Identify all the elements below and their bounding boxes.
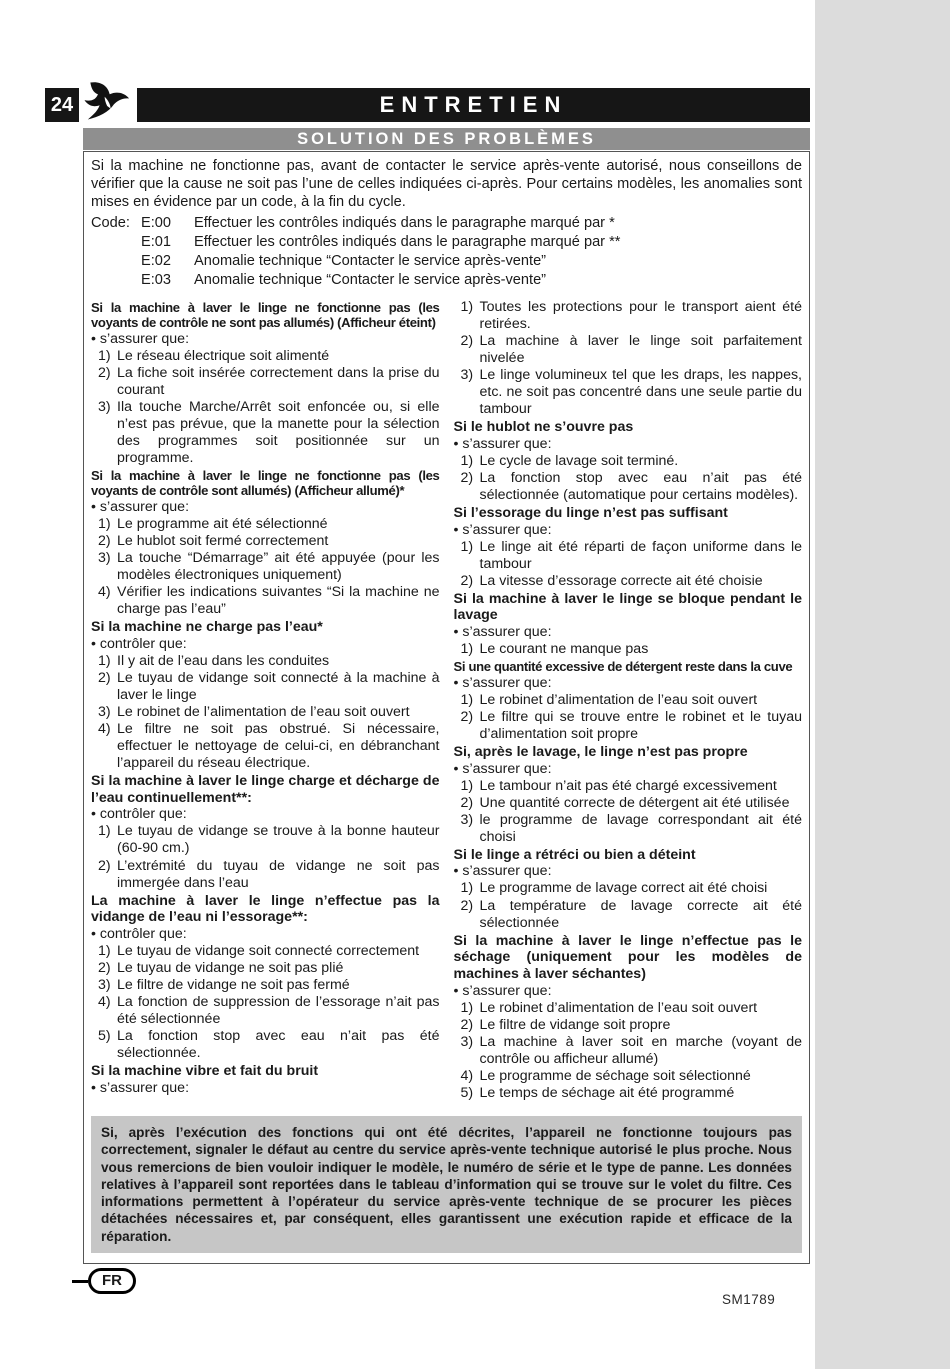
error-code-row: [91, 252, 802, 271]
section-heading: Si la machine à laver le linge charge et décharge de l’eau continuellement**:: [91, 772, 440, 806]
section-lead: • s’assurer que:: [453, 982, 552, 999]
checklist-item: [91, 858, 440, 892]
trouble-section: [91, 300, 440, 467]
item-number: 2): [460, 708, 474, 725]
section-heading: Si le linge a rétréci ou bien a déteint: [453, 846, 696, 863]
code-label: Code:: [91, 214, 130, 231]
checklist-item: [454, 573, 803, 590]
section-heading: Si la machine à laver le linge ne fonctionne pas (les voyants de contrôle ne sont pas allumés) (Afficheur éteint): [91, 299, 440, 331]
checklist-item: [454, 641, 803, 658]
item-number: 2): [98, 960, 111, 977]
item-text: La température de lavage correcte ait été sélectionnée: [479, 897, 802, 931]
item-number: 1): [460, 777, 474, 794]
checklist-item: [91, 670, 440, 704]
brand-logo-box: [79, 80, 137, 126]
error-code: E:03: [141, 272, 172, 289]
checklist-item: [91, 399, 440, 467]
service-note: Si, après l’exécution des fonctions qui ont été décrites, l’appareil ne fonctionne toujours pas correctement, signaler le défaut au centre du service après-vente technique autorisé le plus proche. Nous vous remercions de bien vouloir indiquer le modèle, le numéro de série et le type de panne. Les données relatives à l’appareil sont reportées dans le tableau d’information qui se trouve sur le volet du filtre. Ces informations permettent à l’opérateur du service après-vente technique de se procurer les pièces détachées nécessaires et, par conséquent, elles garantissent une exécution rapide et efficace de la réparation.: [91, 1116, 802, 1253]
left-column: [91, 299, 440, 1102]
checklist-item: [91, 994, 440, 1028]
item-number: 5): [460, 1085, 474, 1102]
section-lead: • s’assurer que:: [91, 498, 190, 515]
trouble-section: [454, 933, 803, 1102]
checklist-item: [454, 453, 803, 470]
scan-gray-strip: [813, 0, 950, 1369]
error-code: E:02: [141, 253, 172, 270]
item-number: 2): [460, 897, 474, 914]
checklist-item: [454, 1085, 803, 1102]
checklist-item: [91, 365, 440, 399]
item-number: 1): [460, 880, 474, 897]
section-heading: Si l’essorage du linge n’est pas suffisant: [453, 504, 728, 521]
item-number: 1): [460, 538, 474, 555]
checklist-item: [91, 960, 440, 977]
checklist-item: [91, 1028, 440, 1062]
checklist-item: [91, 550, 440, 584]
item-text: Il y ait de l’eau dans les conduites: [117, 652, 330, 669]
section-lead: • s’assurer que:: [453, 521, 552, 538]
code-label: [91, 271, 141, 290]
error-code: E:00: [141, 214, 172, 231]
checklist-item: [454, 367, 803, 418]
item-text: Le filtre ne soit pas obstrué. Si nécessaire, effectuer le nettoyage de celui-ci, en débranchant l’appareil du réseau électrique.: [117, 720, 440, 771]
checklist-item: [91, 533, 440, 550]
section-heading: Si une quantité excessive de détergent reste dans la cuve: [453, 659, 793, 675]
trouble-section: [91, 468, 440, 618]
item-number: 3): [460, 811, 474, 828]
document-code: SM1789: [722, 1292, 776, 1307]
section-heading: Si la machine à laver le linge se bloque pendant le lavage: [453, 590, 802, 624]
item-number: 1): [98, 515, 111, 532]
checklist-item: [91, 348, 440, 365]
item-text: Une quantité correcte de détergent ait été utilisée: [479, 794, 790, 811]
error-code: E:01: [141, 233, 172, 250]
content-frame: [83, 151, 810, 1264]
item-text: La vitesse d’essorage correcte ait été choisie: [479, 572, 763, 589]
item-text: Le tuyau de vidange soit connecté correctement: [117, 943, 420, 960]
item-number: 2): [460, 572, 474, 589]
checklist-item: [91, 943, 440, 960]
checklist-item: [454, 1034, 803, 1068]
item-text: La fiche soit insérée correctement dans la prise du courant: [117, 364, 440, 398]
section-heading: Si la machine vibre et fait du bruit: [91, 1063, 319, 1080]
item-text: Le linge volumineux tel que les draps, les nappes, etc. ne soit pas concentré dans une seule partie du tambour: [479, 366, 802, 417]
item-number: 2): [98, 857, 111, 874]
page-title: ENTRETIEN: [137, 88, 810, 122]
item-number: 1): [460, 691, 474, 708]
section-heading: Si le hublot ne s’ouvre pas: [453, 418, 634, 435]
item-text: le programme de lavage correspondant ait été choisi: [479, 811, 802, 845]
right-column: [454, 299, 803, 1102]
item-number: 3): [98, 549, 111, 566]
checklist-item: [454, 539, 803, 573]
item-text: La fonction de suppression de l’essorage n’ait pas été sélectionnée: [117, 994, 440, 1028]
intro-paragraph: Si la machine ne fonctionne pas, avant de contacter le service après-vente autorisé, nous conseillons de vérifier que la cause ne soit pas l’une de celles indiquées ci-après. Pour certains modèles, les anomalies sont mises en évidence par un code, à la fin du cycle.: [91, 158, 802, 211]
section-lead: • s’assurer que:: [453, 674, 552, 691]
section-title: SOLUTION DES PROBLÈMES: [83, 128, 810, 150]
item-number: 1): [98, 823, 111, 840]
item-text: Vérifier les indications suivantes “Si la machine ne charge pas l’eau”: [117, 583, 440, 617]
item-number: 2): [98, 669, 111, 686]
item-number: 1): [460, 298, 474, 315]
item-number: 1): [460, 999, 474, 1016]
checklist-item: [454, 778, 803, 795]
error-code-row: [91, 214, 802, 233]
item-text: Le réseau électrique soit alimenté: [117, 347, 330, 364]
item-number: 2): [98, 532, 111, 549]
error-code-description: Effectuer les contrôles indiqués dans le paragraphe marqué par **: [194, 233, 621, 250]
trouble-section: [454, 591, 803, 659]
item-number: 4): [98, 720, 111, 737]
item-number: 1): [98, 652, 111, 669]
checklist-item: [454, 333, 803, 367]
checklist-item: [454, 1068, 803, 1085]
error-code-list: [91, 214, 802, 291]
trouble-section: [454, 847, 803, 932]
item-number: 3): [98, 977, 111, 994]
page-number: 24: [45, 88, 79, 122]
trouble-section: [91, 893, 440, 1063]
item-number: 2): [460, 1016, 474, 1033]
section-heading: Si, après le lavage, le linge n’est pas propre: [453, 743, 748, 760]
trouble-section: [91, 619, 440, 772]
item-text: Le courant ne manque pas: [479, 641, 649, 658]
section-heading: Si la machine à laver le linge ne fonctionne pas (les voyants de contrôle sont allumés) (Afficheur allumé)*: [91, 467, 440, 499]
item-number: 1): [98, 347, 111, 364]
code-label: [91, 252, 141, 271]
item-text: Le tuyau de vidange soit connecté à la machine à laver le linge: [117, 669, 440, 703]
item-text: Le tuyau de vidange ne soit pas plié: [117, 960, 344, 977]
item-text: Le linge ait été réparti de façon uniforme dans le tambour: [479, 538, 802, 572]
item-text: Le filtre de vidange ne soit pas fermé: [117, 977, 350, 994]
two-column-body: [91, 299, 802, 1102]
language-badge-row: [72, 1268, 136, 1294]
trouble-section: [454, 505, 803, 590]
checklist-item: [454, 898, 803, 932]
code-label: [91, 233, 141, 252]
checklist-item: [91, 704, 440, 721]
checklist-item: [91, 653, 440, 670]
item-text: Le filtre de vidange soit propre: [479, 1016, 671, 1033]
trouble-section: [454, 299, 803, 418]
checklist-item: [91, 721, 440, 772]
item-number: 4): [460, 1067, 474, 1084]
checklist-item: [454, 1017, 803, 1034]
item-text: Le programme de séchage soit sélectionné: [479, 1067, 751, 1084]
section-lead: • s’assurer que:: [453, 863, 552, 880]
section-lead: • contrôler que:: [91, 806, 187, 823]
item-text: Le filtre qui se trouve entre le robinet et le tuyau d’alimentation soit propre: [479, 708, 802, 742]
item-text: La fonction stop avec eau n’ait pas été sélectionnée.: [117, 1028, 440, 1062]
checklist-item: [454, 1000, 803, 1017]
checklist-item: [454, 692, 803, 709]
item-text: Le programme ait été sélectionné: [117, 515, 328, 532]
error-code-row: [91, 271, 802, 290]
checklist-item: [91, 977, 440, 994]
trouble-section: [91, 773, 440, 892]
checklist-item: [91, 516, 440, 533]
item-number: 1): [460, 641, 474, 658]
section-lead: • contrôler que:: [91, 635, 187, 652]
checklist-item: [454, 812, 803, 846]
error-code-row: [91, 233, 802, 252]
item-number: 2): [460, 794, 474, 811]
checklist-item: [91, 584, 440, 618]
section-heading: La machine à laver le linge n’effectue pas la vidange de l’eau ni l’essorage**:: [91, 892, 440, 926]
item-number: 2): [460, 469, 474, 486]
error-code-description: Effectuer les contrôles indiqués dans le paragraphe marqué par *: [194, 214, 615, 231]
section-lead: • s’assurer que:: [453, 435, 552, 452]
item-text: Toutes les protections pour le transport aient été retirées.: [479, 298, 802, 332]
item-text: La touche “Démarrage” ait été appuyée (pour les modèles électroniques uniquement): [117, 549, 440, 583]
item-number: 3): [98, 703, 111, 720]
item-number: 1): [98, 943, 111, 960]
checklist-item: [454, 299, 803, 333]
item-number: 2): [98, 364, 111, 381]
item-number: 4): [98, 994, 111, 1011]
item-text: Le cycle de lavage soit terminé.: [479, 452, 679, 469]
item-text: La fonction stop avec eau n’ait pas été sélectionnée (automatique pour certains modèles).: [479, 469, 802, 503]
checklist-item: [454, 795, 803, 812]
error-code-description: Anomalie technique “Contacter le service après-vente”: [194, 272, 547, 289]
section-lead: • s’assurer que:: [91, 1080, 190, 1097]
item-number: 1): [460, 452, 474, 469]
item-number: 4): [98, 583, 111, 600]
item-text: Le robinet d’alimentation de l’eau soit ouvert: [479, 691, 758, 708]
checklist-item: [454, 470, 803, 504]
item-text: L’extrémité du tuyau de vidange ne soit pas immergée dans l’eau: [117, 857, 440, 891]
section-lead: • s’assurer que:: [91, 330, 190, 347]
brand-bird-icon: [82, 80, 134, 127]
item-text: La machine à laver soit en marche (voyant de contrôle ou afficheur allumé): [479, 1033, 802, 1067]
item-text: Le temps de séchage ait été programmé: [479, 1085, 735, 1102]
item-number: 3): [98, 398, 111, 415]
error-code-description: Anomalie technique “Contacter le service après-vente”: [194, 253, 547, 270]
item-text: Le tambour n’ait pas été chargé excessivement: [479, 777, 777, 794]
item-text: Le robinet de l’alimentation de l’eau soit ouvert: [117, 703, 410, 720]
item-text: Le programme de lavage correct ait été choisi: [479, 880, 768, 897]
item-text: Le hublot soit fermé correctement: [117, 532, 329, 549]
item-number: 3): [460, 1033, 474, 1050]
item-text: Ila touche Marche/Arrêt soit enfoncée ou, si elle n’est pas prévue, que la manette pour la sélection des programmes soit positionnée sur un programme.: [117, 398, 440, 466]
item-text: Le tuyau de vidange se trouve à la bonne hauteur (60-90 cm.): [117, 823, 440, 857]
item-number: 5): [98, 1028, 111, 1045]
section-lead: • s’assurer que:: [453, 624, 552, 641]
checklist-item: [454, 709, 803, 743]
trouble-section: [454, 744, 803, 846]
trouble-section: [91, 1063, 440, 1097]
trouble-section: [454, 419, 803, 504]
trouble-section: [454, 659, 803, 743]
item-number: 3): [460, 366, 474, 383]
section-heading: Si la machine ne charge pas l’eau*: [91, 618, 323, 635]
badge-line: [72, 1280, 88, 1283]
section-heading: Si la machine à laver le linge n’effectue pas le séchage (uniquement pour les modèles de machines à laver séchantes): [453, 932, 802, 983]
section-lead: • contrôler que:: [91, 926, 187, 943]
item-number: 2): [460, 332, 474, 349]
checklist-item: [454, 880, 803, 897]
section-lead: • s’assurer que:: [453, 760, 552, 777]
item-text: La machine à laver le linge soit parfaitement nivelée: [479, 332, 802, 366]
language-badge: FR: [88, 1268, 136, 1294]
checklist-item: [91, 823, 440, 857]
item-text: Le robinet d’alimentation de l’eau soit ouvert: [479, 999, 758, 1016]
